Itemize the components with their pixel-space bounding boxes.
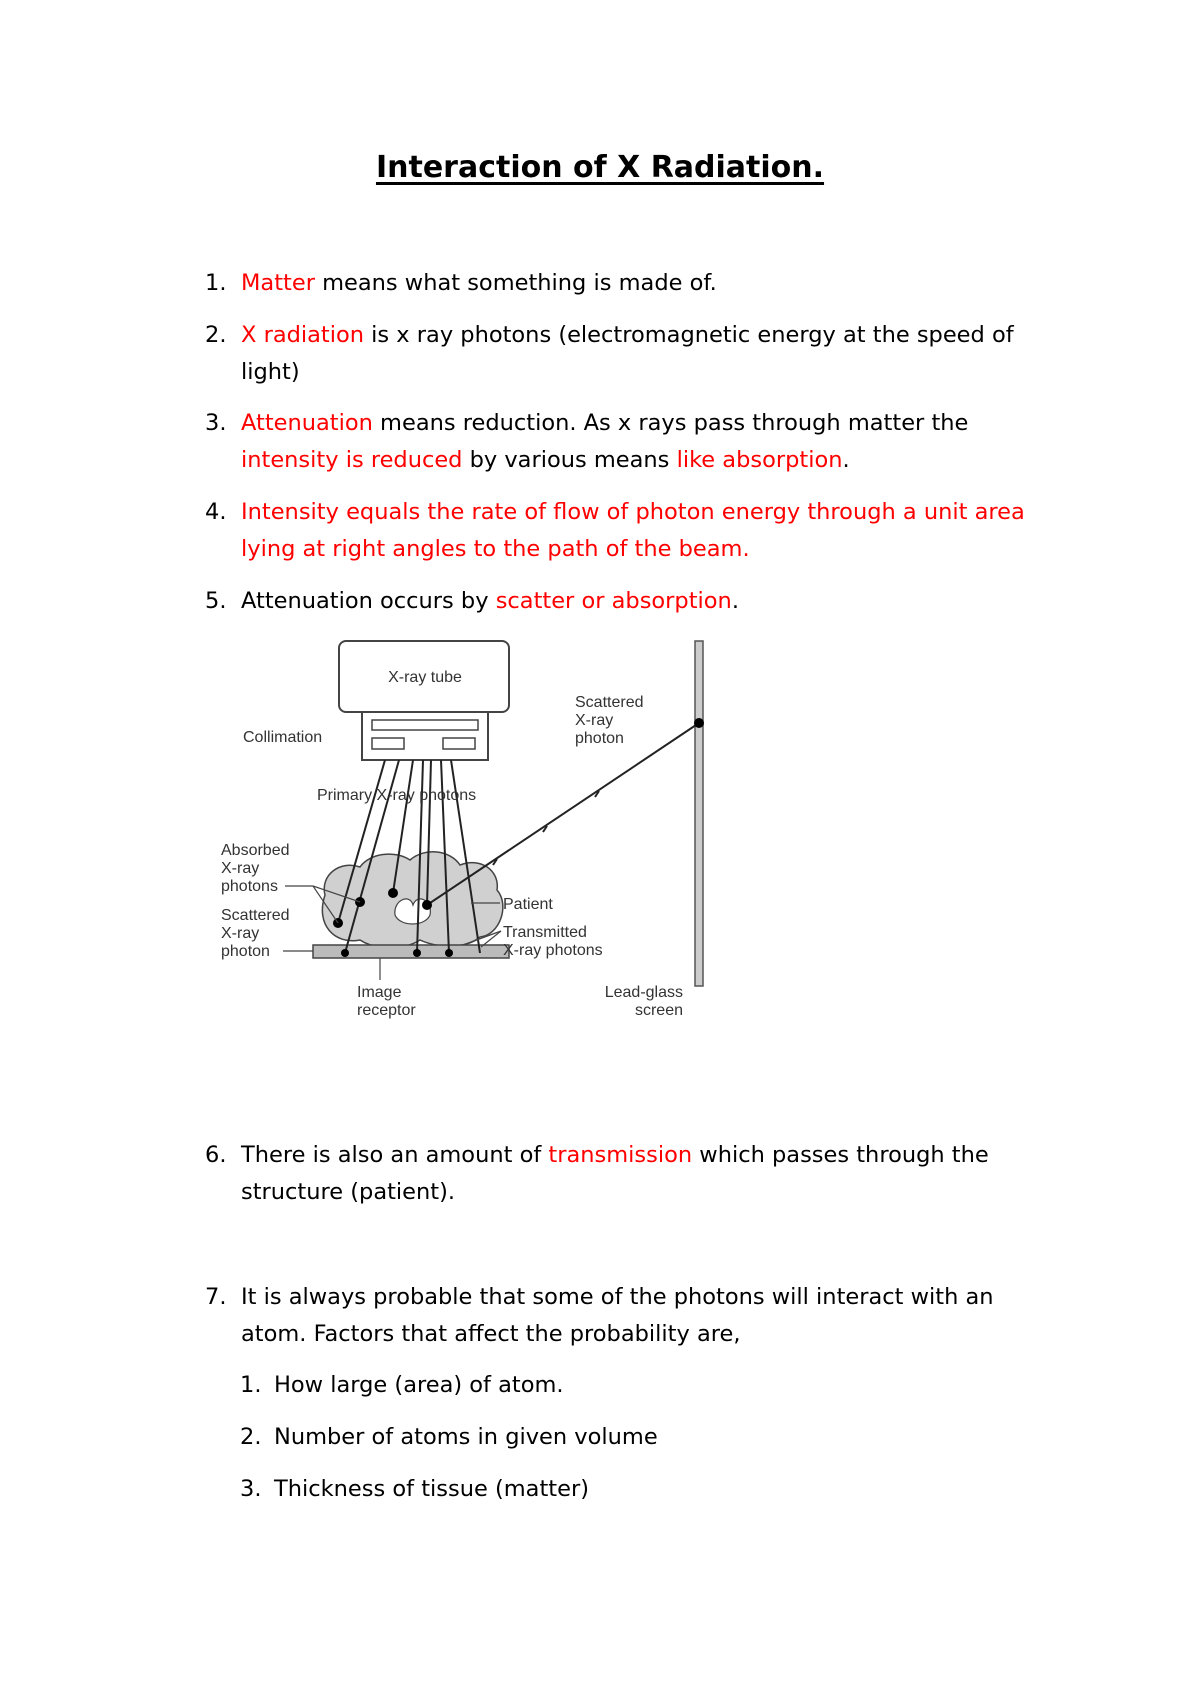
- term-intensity-definition: Intensity equals the rate of flow of photon energy through a unit area lying at right angles to the path of the beam.: [241, 499, 1025, 562]
- list-text: [241, 1137, 1055, 1211]
- list-number: 7.: [205, 1284, 227, 1310]
- scattered-top-label-3: photon: [575, 730, 624, 747]
- list-item-3: [205, 405, 1055, 479]
- xray-tube-label: X-ray tube: [388, 669, 462, 686]
- list-item-1: [205, 265, 1055, 302]
- list-number: 5.: [205, 588, 227, 614]
- list-number: 6.: [205, 1142, 227, 1168]
- term-intensity-reduced: intensity is reduced: [241, 447, 463, 473]
- sub-list-item-1: [240, 1367, 1040, 1404]
- list-item-6: [205, 1137, 1055, 1211]
- collimation-label: Collimation: [243, 729, 323, 746]
- xray-interaction-diagram: [221, 635, 755, 1075]
- screen-label-1: Lead-glass: [604, 984, 683, 1001]
- absorbed-label-1: Absorbed: [221, 842, 290, 859]
- text-span: by various means: [462, 447, 677, 473]
- list-item-5: [205, 583, 1055, 620]
- list-text: [241, 317, 1055, 391]
- list-item-2: [205, 317, 1055, 391]
- text-span: There is also an amount of: [241, 1142, 549, 1168]
- term-scatter-absorption: scatter or absorption: [495, 588, 732, 614]
- text-span: Attenuation occurs by: [241, 588, 496, 614]
- list-text: [241, 1279, 1055, 1353]
- absorbed-label-3: photons: [221, 878, 278, 895]
- collimator-shutter-right: [443, 738, 475, 749]
- sub-list-item-2: [240, 1419, 1040, 1456]
- list-text: [241, 265, 1055, 302]
- text-span: which passes through the structure (patient).: [241, 1142, 989, 1205]
- transmitted-label-1: Transmitted: [503, 924, 587, 941]
- primary-photons-label: Primary X-ray photons: [317, 787, 477, 804]
- text-span: means what something is made of.: [314, 270, 717, 296]
- scatter-ticks: [493, 791, 599, 865]
- text-span: means reduction. As x rays pass through matter the: [372, 410, 969, 436]
- page-title: Interaction of X Radiation.: [375, 150, 825, 185]
- scattered-top-label-2: X-ray: [575, 712, 614, 729]
- term-transmission: transmission: [548, 1142, 693, 1168]
- scattered-left-label-3: photon: [221, 943, 270, 960]
- collimator-box: [362, 712, 488, 760]
- patient-body: [322, 852, 502, 948]
- diagram-svg: [221, 635, 755, 1075]
- sub-list-item-3: [240, 1471, 1040, 1508]
- screen-label-2: screen: [634, 1002, 683, 1019]
- sub-list-text: Thickness of tissue (matter): [274, 1476, 589, 1502]
- list-item-4: [205, 494, 1055, 568]
- sub-list-number: 1.: [240, 1372, 262, 1398]
- list-text: [241, 405, 1055, 479]
- sub-list-number: 2.: [240, 1424, 262, 1450]
- transmitted-label-2: X-ray photons: [503, 942, 603, 959]
- sub-list-text: How large (area) of atom.: [274, 1372, 564, 1398]
- list-item-7: [205, 1279, 1055, 1353]
- list-text: [241, 494, 1055, 568]
- list-number: 3.: [205, 410, 227, 436]
- scattered-left-label-1: Scattered: [221, 907, 290, 924]
- text-span: .: [731, 588, 739, 614]
- text-span: It is always probable that some of the photons will interact with an atom. Factors that affect the probability are,: [241, 1284, 994, 1347]
- receptor-label-1: Image: [357, 984, 402, 1001]
- patient-label: Patient: [503, 896, 553, 913]
- list-number: 4.: [205, 499, 227, 525]
- text-span: is x ray photons (electromagnetic energy at the speed of light): [241, 322, 1014, 385]
- sub-list-text: Number of atoms in given volume: [274, 1424, 658, 1450]
- list-text: [241, 583, 1055, 620]
- lead-glass-screen: [695, 641, 703, 986]
- list-number: 2.: [205, 322, 227, 348]
- sub-list-number: 3.: [240, 1476, 262, 1502]
- term-x-radiation: X radiation: [241, 322, 365, 348]
- scattered-left-label-2: X-ray: [221, 925, 260, 942]
- scattered-top-label-1: Scattered: [575, 694, 644, 711]
- term-absorption: like absorption: [676, 447, 843, 473]
- receptor-label-2: receptor: [357, 1002, 416, 1019]
- list-number: 1.: [205, 270, 227, 296]
- term-matter: Matter: [241, 270, 315, 296]
- term-attenuation: Attenuation: [241, 410, 373, 436]
- collimator-slot: [372, 720, 478, 730]
- text-span: .: [842, 447, 850, 473]
- collimator-shutter-left: [372, 738, 404, 749]
- absorbed-label-2: X-ray: [221, 860, 260, 877]
